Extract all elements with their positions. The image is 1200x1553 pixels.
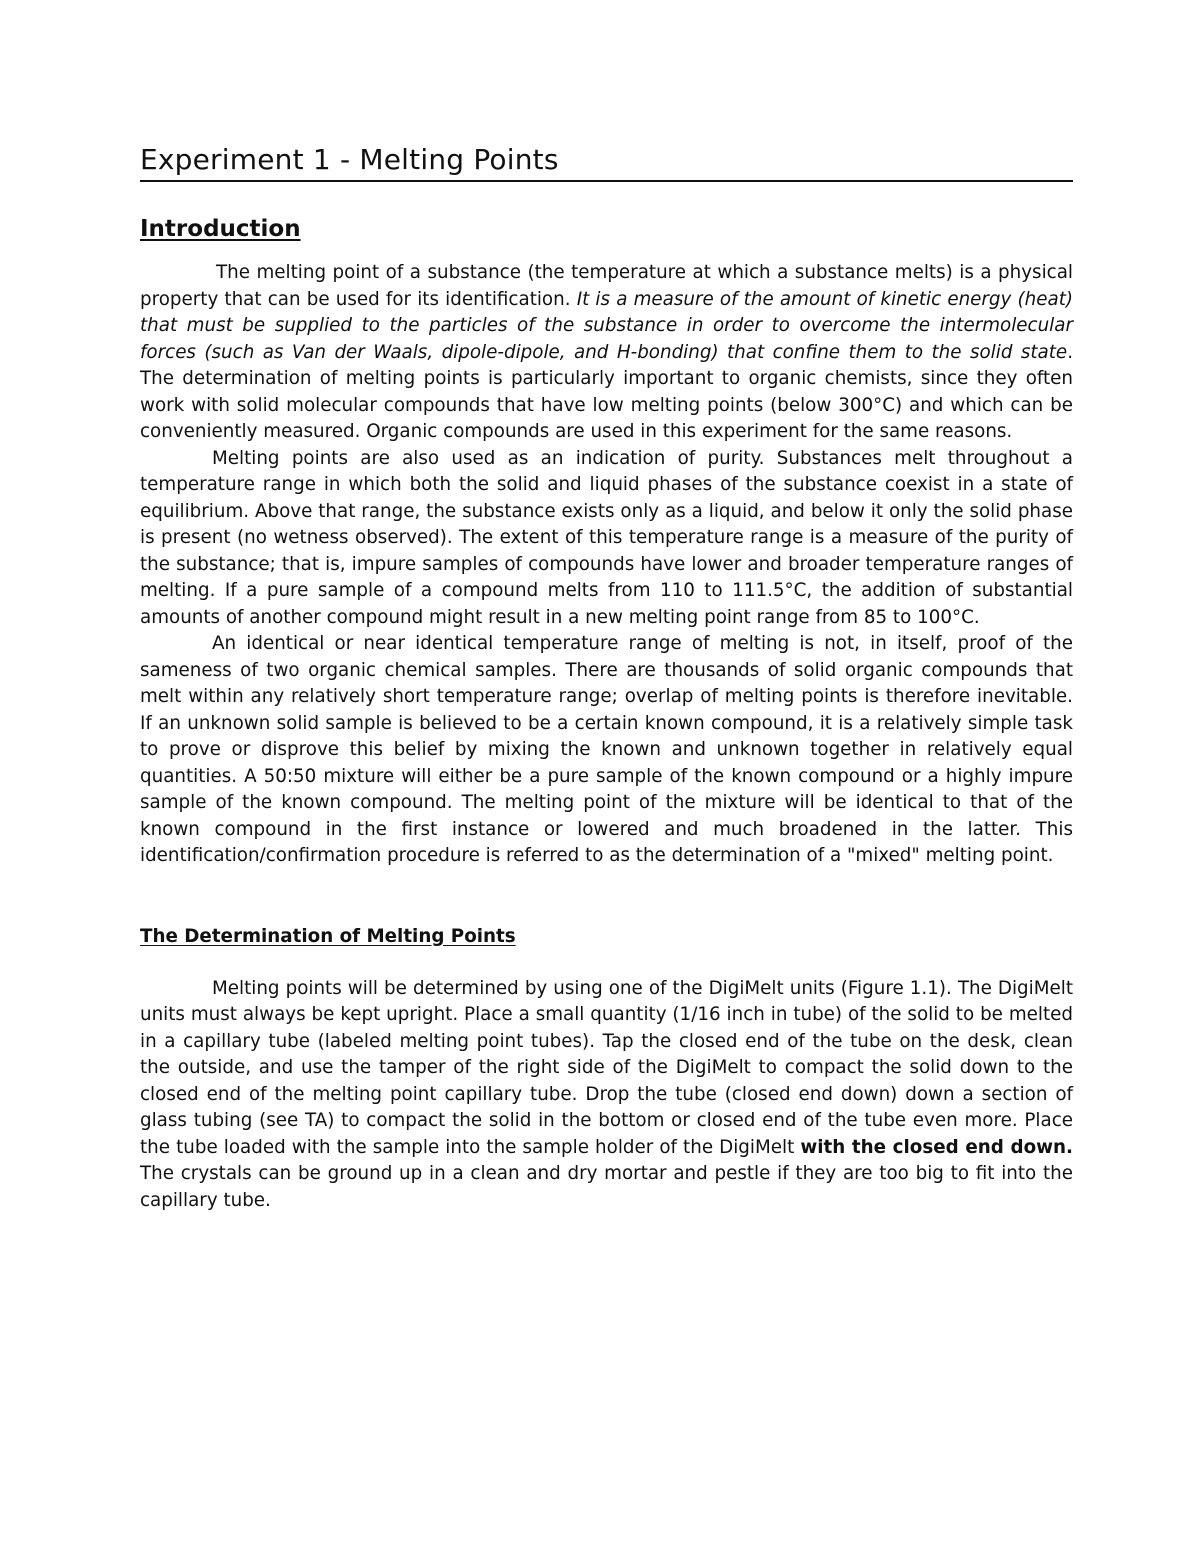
introduction-body — [140, 260, 1073, 870]
determination-paragraph-1-bold: with the closed end down. — [800, 1136, 1073, 1158]
intro-paragraph-2: Melting points are also used as an indication of purity. Substances melt throughout a temperature range in which both the solid and liquid phases of the substance coexist in a state of equilibrium. Above that range, the substance exists only as a liquid, and below it only the solid phase is present (no wetness observed). The extent of this temperature range is a measure of the purity of the substance; that is, impure samples of compounds have lower and broader temperature ranges of melting. If a pure sample of a compound melts from 110 to 111.5°C, the addition of substantial amounts of another compound might result in a new melting point range from 85 to 100°C. — [140, 447, 1073, 628]
document-title: Experiment 1 - Melting Points — [140, 140, 1073, 182]
intro-paragraph-1-text-b: . The determination of melting points is particularly important to organic chemists, since they often work with solid molecular compounds that have low melting points (below 300°C) and which can be conveniently measured. Organic compounds are used in this experiment for the same reasons. — [140, 341, 1073, 442]
section-heading-determination: The Determination of Melting Points — [140, 925, 516, 947]
determination-paragraph-1 — [140, 976, 1073, 1215]
intro-paragraph-1-italic: It is a measure of the amount of kinetic energy (heat) that must be supplied to the particles of the substance in order to overcome the intermolecular forces (such as Van der Waals, dipole-dipole, and H-bonding) that confine them to the solid state — [140, 288, 1073, 363]
intro-paragraph-3: An identical or near identical temperature range of melting is not, in itself, proof of the sameness of two organic chemical samples. There are thousands of solid organic compounds that melt within any relatively short temperature range; overlap of melting points is therefore inevitable. If an unknown solid sample is believed to be a certain known compound, it is a relatively simple task to prove or disprove this belief by mixing the known and unknown together in relatively equal quantities. A 50:50 mixture will either be a pure sample of the known compound or a highly impure sample of the known compound. The melting point of the mixture will be identical to that of the known compound in the first instance or lowered and much broadened in the latter. This identification/confirmation procedure is referred to as the determination of a "mixed" melting point. — [140, 633, 1073, 866]
determination-paragraph-1-text-b: The crystals can be ground up in a clean and dry mortar and pestle if they are too big to fit into the capillary tube. — [140, 1163, 1073, 1211]
document-page — [140, 140, 1073, 1214]
determination-paragraph-1-text-a: Melting points will be determined by using one of the DigiMelt units (Figure 1.1). The DigiMelt units must always be kept upright. Place a small quantity (1/16 inch in tube) of the solid to be melted in a capillary tube (labeled melting point tubes). Tap the closed end of the tube on the desk, clean the outside, and use the tamper of the right side of the DigiMelt to compact the solid down to the closed end of the melting point capillary tube. Drop the tube (closed end down) down a section of glass tubing (see TA) to compact the solid in the bottom or closed end of the tube even more. Place the tube loaded with the sample into the sample holder of the DigiMelt — [140, 977, 1073, 1158]
determination-body — [140, 976, 1073, 1215]
section-heading-introduction: Introduction — [140, 216, 301, 242]
intro-paragraph-1-text-a: The melting point of a substance (the temperature at which a substance melts) is a physical property that can be used for its identification. — [140, 262, 1073, 310]
intro-paragraph-1 — [140, 260, 1073, 446]
